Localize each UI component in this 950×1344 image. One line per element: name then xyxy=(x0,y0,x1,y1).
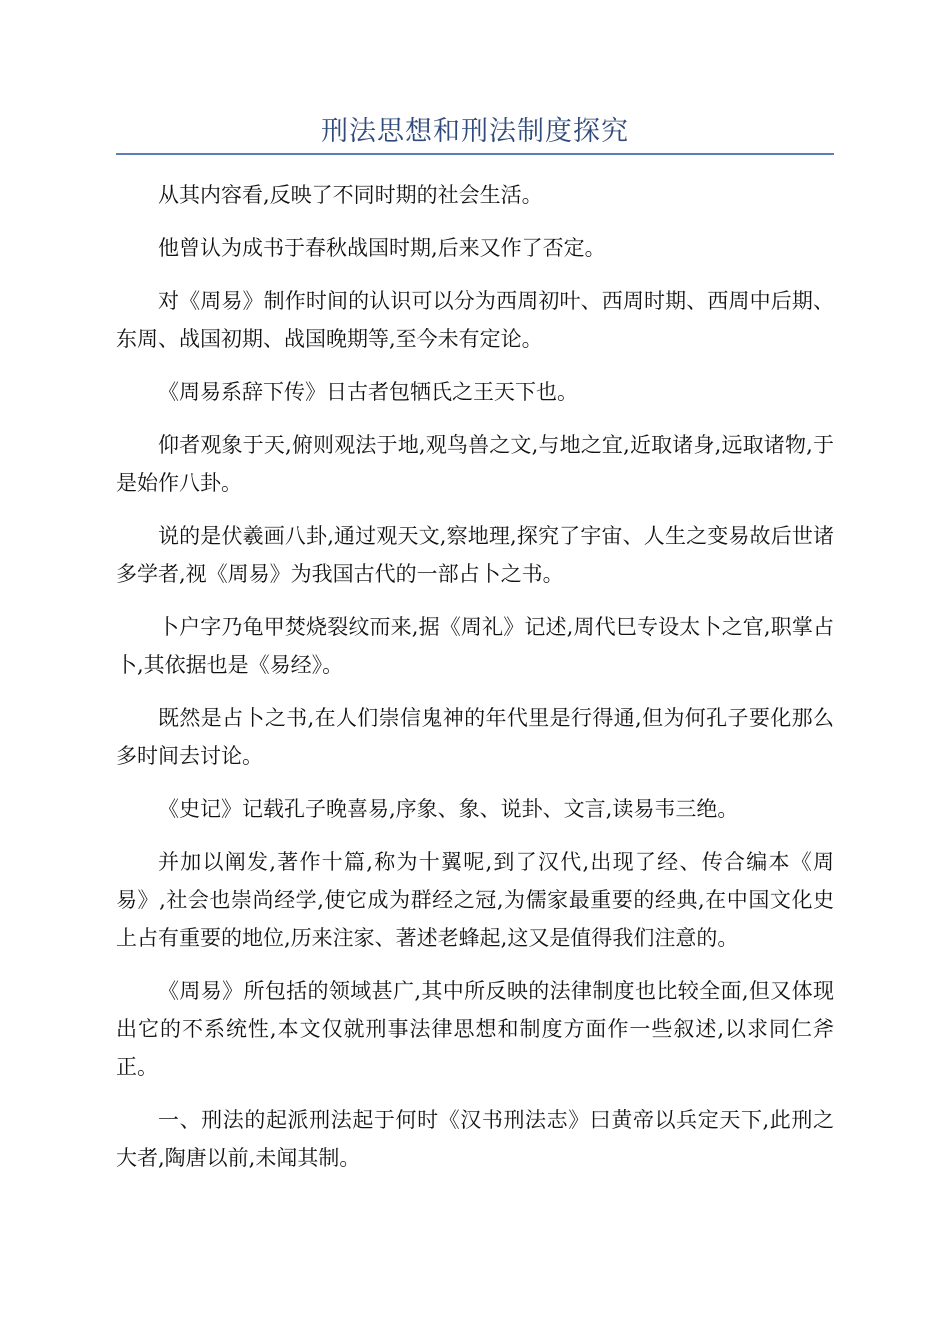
title-underline xyxy=(116,153,834,155)
paragraph: 并加以阐发,著作十篇,称为十翼呢,到了汉代,出现了经、传合编本《周易》,社会也崇尚经学,使它成为群经之冠,为儒家最重要的经典,在中国文化史上占有重要的地位,历来注家、著述老蜂起,这又是值得我们注意的。 xyxy=(116,850,834,950)
paragraph: 《史记》记载孔子晚喜易,序象、象、说卦、文言,读易韦三绝。 xyxy=(158,797,739,821)
paragraph: 对《周易》制作时间的认识可以分为西周初叶、西周时期、西周中后期、东周、战国初期、战国晚期等,至今未有定论。 xyxy=(116,289,834,351)
paragraph: 说的是伏羲画八卦,通过观天文,察地理,探究了宇宙、人生之变易故后世诸多学者,视《周易》为我国古代的一部占卜之书。 xyxy=(116,524,834,586)
document-title: 刑法思想和刑法制度探究 xyxy=(321,116,629,147)
paragraph: 一、刑法的起派刑法起于何时《汉书刑法志》曰黄帝以兵定天下,此刑之大者,陶唐以前,未闻其制。 xyxy=(116,1108,834,1170)
paragraph: 卜户字乃龟甲焚烧裂纹而来,据《周礼》记述,周代巳专设太卜之官,职掌占卜,其依据也是《易经》。 xyxy=(116,615,834,677)
paragraph: 仰者观象于天,俯则观法于地,观鸟兽之文,与地之宜,近取诸身,远取诸物,于是始作八卦。 xyxy=(116,433,834,495)
paragraph: 从其内容看,反映了不同时期的社会生活。 xyxy=(158,183,543,207)
document-body xyxy=(116,176,834,1192)
paragraph: 《周易》所包括的领域甚广,其中所反映的法律制度也比较全面,但又体现出它的不系统性,本文仅就刑事法律思想和制度方面作一些叙述,以求同仁斧正。 xyxy=(116,979,834,1079)
paragraph: 既然是占卜之书,在人们崇信鬼神的年代里是行得通,但为何孔子要化那么多时间去讨论。 xyxy=(116,706,834,768)
paragraph: 《周易系辞下传》日古者包牺氏之王天下也。 xyxy=(158,380,578,404)
paragraph: 他曾认为成书于春秋战国时期,后来又作了否定。 xyxy=(158,236,606,260)
